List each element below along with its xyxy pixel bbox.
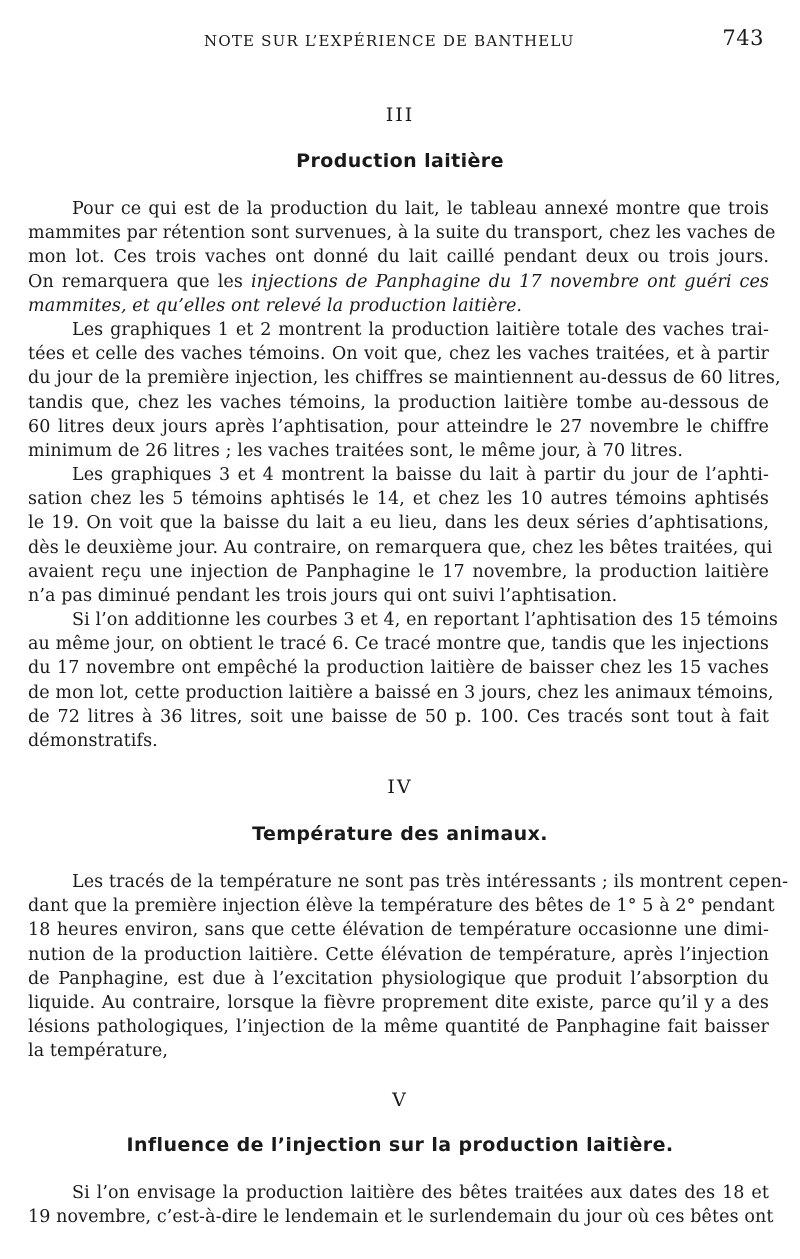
paragraph-influence [28,1181,774,1229]
page-header [0,26,800,56]
paragraph-temperature [28,870,789,1064]
paragraph-mammites [28,197,776,318]
text-line: 60 litres deux jours après l’aphtisation, pour atteindre le 27 novembre le chiffre [28,416,769,437]
text-line: Si l’on additionne les courbes 3 et 4, en reportant l’aphtisation des 15 témoins [72,610,778,630]
text-line: du jour de la première injection, les chiffres se maintiennent au-dessus de 60 litres, [28,368,781,389]
text-line: tées et celle des vaches témoins. On voit que, chez les vaches traitées, et à partir [28,344,769,365]
paragraph-graphiques-3-4 [28,463,773,608]
text-line: nution de la production laitière. Cette élévation de température, après l’injection [28,944,769,965]
section-title-temperature: Température des animaux. [252,823,548,845]
text-line: Les tracés de la température ne sont pas très intéressants ; ils montrent cepen- [72,872,789,892]
section-title-production-laitiere: Production laitière [296,150,504,172]
text-line [28,294,769,318]
text-line: mammites par rétention sont survenues, à la suite du transport, chez les vaches de [28,223,776,244]
text-line: tandis que, chez les vaches témoins, la production laitière tombe au-dessous de [28,392,769,413]
text-line: liquide. Au contraire, lorsque la fièvre proprement dite existe, parce qu’il y a des [28,993,769,1014]
text-line: Pour ce qui est de la production du lait, le tableau annexé montre que trois [72,199,769,219]
text-line: 18 heures environ, sans que cette élévation de température occasionne une dimi- [28,920,769,941]
emphasis-text: injections de Panphagine du 17 novembre ont guéri ces [250,271,769,292]
section-title-influence-injection: Influence de l’injection sur la production laitière. [126,1134,674,1156]
text-line: du 17 novembre ont empêché la production laitière de baisser chez les 15 vaches [28,658,769,679]
section-number-v: V [392,1089,408,1111]
text-line: mon lot. Ces trois vaches ont donné du lait caillé pendant deux ou trois jours. [28,247,769,268]
text-line: lésions pathologiques, l’injection de la même quantité de Panphagine fait baisser [28,1017,769,1038]
text-line: n’a pas diminué pendant les trois jours qui ont suivi l’aphtisation. [28,586,618,607]
paragraph-courbes-3-4 [28,608,778,753]
text-line: Si l’on envisage la production laitière des bêtes traitées aux dates des 18 et [72,1183,769,1203]
paragraph-graphiques-1-2 [28,318,781,463]
text-line: Les graphiques 1 et 2 montrent la production laitière totale des vaches trai- [72,320,769,340]
section-number-iv: IV [387,776,413,798]
text-line: le 19. On voit que la baisse du lait a eu lieu, dans les deux séries d’aphtisations, [28,513,769,534]
text-line: la température, [28,1041,169,1062]
text-line: de 72 litres à 36 litres, soit une baisse de 50 p. 100. Ces tracés sont tout à fait [28,706,769,727]
text-line: de mon lot, cette production laitière a baissé en 3 jours, chez les animaux témoins, [28,682,774,703]
text-line: dant que la première injection élève la température des bêtes de 1° 5 à 2° pendant [28,896,775,917]
text-line: minimum de 26 litres ; les vaches traitées sont, le même jour, à 70 litres. [28,441,684,462]
text-line-part: On remarquera que les [28,271,251,292]
text-line: dès le deuxième jour. Au contraire, on remarquera que, chez les bêtes traitées, qui [28,537,773,558]
page-number: 743 [722,26,764,50]
text-line: 19 novembre, c’est-à-dire le lendemain et le surlendemain du jour où ces bêtes ont [28,1207,774,1228]
text-line: sation chez les 5 témoins aphtisés le 14, et chez les 10 autres témoins aphtisés [28,489,769,510]
text-line: au même jour, on obtient le tracé 6. Ce tracé montre que, tandis que les injections [28,634,769,655]
text-line: démonstratifs. [28,731,158,752]
text-line [28,270,769,294]
text-line: de Panphagine, est due à l’excitation physiologique que produit l’absorption du [28,968,769,989]
text-line: avaient reçu une injection de Panphagine le 17 novembre, la production laitière [28,561,769,582]
text-line: Les graphiques 3 et 4 montrent la baisse du lait à partir du jour de l’aphti- [72,465,769,485]
emphasis-text: mammites, et qu’elles ont relevé la production laitière. [28,295,523,316]
running-title: NOTE SUR L’EXPÉRIENCE DE BANTHELU [204,32,575,50]
section-number-iii: III [385,104,415,126]
